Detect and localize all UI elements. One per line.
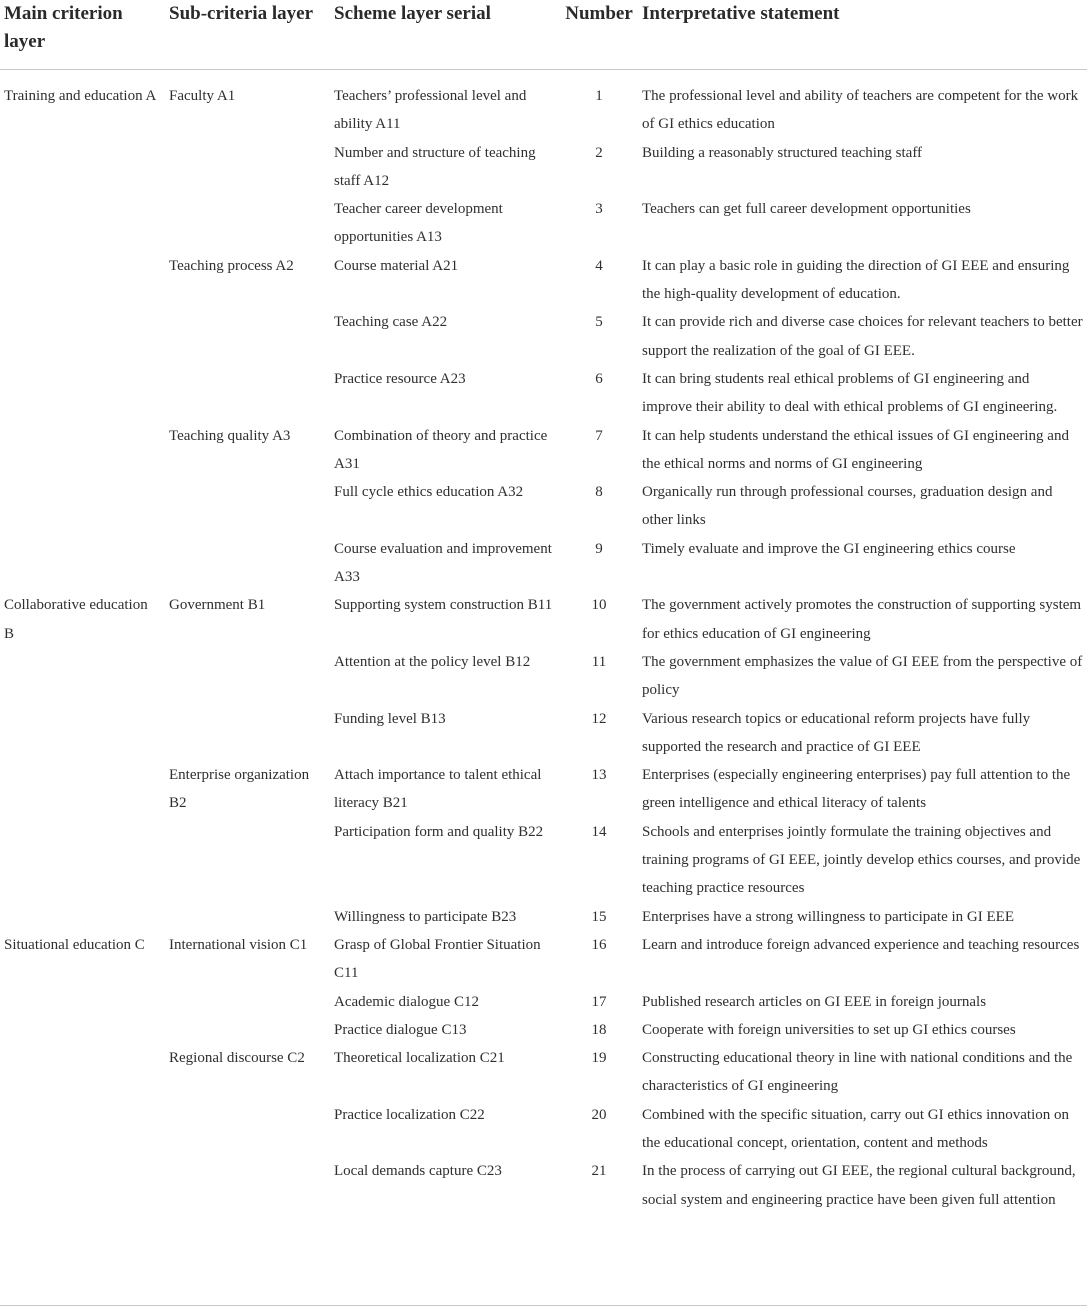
table-row <box>0 308 1087 365</box>
cell-main-criterion <box>0 139 165 196</box>
cell-statement: Learn and introduce foreign advanced experience and teaching resources <box>642 936 1080 953</box>
table-row <box>0 70 1087 139</box>
cell-sub-criteria: International vision C1 <box>169 936 308 953</box>
cell-statement: The government emphasizes the value of GI EEE from the perspective of policy <box>642 653 1083 699</box>
cell-sub-criteria: Teaching quality A3 <box>169 427 291 444</box>
table-row <box>0 818 1087 903</box>
table-row <box>0 422 1087 479</box>
cell-statement: Enterprises (especially engineering enterprises) pay full attention to the green intelligence and ethical literacy of talents <box>642 767 1071 812</box>
table-row <box>0 1016 1087 1044</box>
cell-number: 18 <box>591 1021 607 1038</box>
cell-scheme-serial: Practice dialogue C13 <box>334 1021 467 1038</box>
cell-scheme-serial: Course material A21 <box>334 257 459 274</box>
table-row <box>0 195 1087 252</box>
table-row <box>0 988 1087 1016</box>
cell-main-criterion <box>0 1016 165 1044</box>
cell-statement: Building a reasonably structured teaching staff <box>642 144 923 161</box>
cell-statement: Timely evaluate and improve the GI engineering ethics course <box>642 540 1016 557</box>
cell-number: 21 <box>591 1163 607 1180</box>
cell-number: 16 <box>591 936 607 953</box>
cell-main-criterion <box>0 903 165 931</box>
header-statement: Interpretative statement <box>638 0 1087 70</box>
cell-sub-criteria: Government B1 <box>169 597 266 614</box>
cell-statement: Combined with the specific situation, carry out GI ethics innovation on the educational concept, orientation, content and methods <box>642 1106 1069 1151</box>
table-row <box>0 591 1087 648</box>
cell-scheme-serial: Combination of theory and practice A31 <box>334 427 548 472</box>
cell-number: 15 <box>591 908 607 925</box>
table-row <box>0 535 1087 592</box>
cell-number: 7 <box>595 427 603 444</box>
table-row <box>0 139 1087 196</box>
cell-main-criterion <box>0 195 165 252</box>
cell-main-criterion <box>0 818 165 903</box>
cell-main-criterion <box>0 478 165 535</box>
table-row <box>0 1157 1087 1224</box>
cell-scheme-serial: Full cycle ethics education A32 <box>334 484 524 501</box>
cell-sub-criteria <box>165 818 330 903</box>
cell-main-criterion <box>0 705 165 762</box>
cell-statement: It can provide rich and diverse case choices for relevant teachers to better support the realization of the goal of GI EEE. <box>642 314 1083 359</box>
cell-sub-criteria: Faculty A1 <box>169 88 236 104</box>
header-scheme-serial: Scheme layer serial <box>330 0 560 70</box>
cell-scheme-serial: Teachers’ professional level and ability A11 <box>334 88 527 133</box>
table-row <box>0 252 1087 309</box>
cell-main-criterion <box>0 252 165 309</box>
table-row <box>0 1044 1087 1101</box>
cell-scheme-serial: Willingness to participate B23 <box>334 908 517 925</box>
cell-number: 12 <box>591 710 607 727</box>
cell-number: 2 <box>595 144 603 161</box>
cell-main-criterion: Collaborative education B <box>4 597 148 642</box>
cell-scheme-serial: Attach importance to talent ethical literacy B21 <box>334 767 542 812</box>
cell-statement: Various research topics or educational reform projects have fully supported the research and practice of GI EEE <box>642 710 1031 755</box>
cell-sub-criteria <box>165 139 330 196</box>
cell-scheme-serial: Course evaluation and improvement A33 <box>334 540 552 586</box>
cell-main-criterion <box>0 761 165 818</box>
cell-number: 4 <box>595 257 603 274</box>
cell-main-criterion: Situational education C <box>4 936 145 953</box>
cell-scheme-serial: Practice localization C22 <box>334 1106 485 1123</box>
cell-number: 1 <box>595 88 603 104</box>
cell-statement: The professional level and ability of teachers are competent for the work of GI ethics education <box>642 88 1079 133</box>
cell-statement: Organically run through professional courses, graduation design and other links <box>642 484 1053 529</box>
table-body <box>0 70 1087 1224</box>
cell-statement: It can help students understand the ethical issues of GI engineering and the ethical norms and norms of GI engineering <box>642 427 1069 472</box>
cell-scheme-serial: Participation form and quality B22 <box>334 823 544 840</box>
cell-statement: Teachers can get full career development opportunities <box>642 201 971 218</box>
header-sub-criteria: Sub-criteria layer <box>165 0 330 70</box>
table-row <box>0 761 1087 818</box>
cell-statement: It can play a basic role in guiding the direction of GI EEE and ensuring the high-quality development of education. <box>642 257 1070 303</box>
header-row <box>0 0 1087 70</box>
cell-sub-criteria: Teaching process A2 <box>169 257 294 274</box>
cell-sub-criteria <box>165 1101 330 1158</box>
cell-scheme-serial: Funding level B13 <box>334 710 446 727</box>
table-row <box>0 478 1087 535</box>
cell-scheme-serial: Teacher career development opportunities A13 <box>334 201 503 246</box>
table-header <box>0 0 1087 70</box>
table-row <box>0 1101 1087 1158</box>
table-row <box>0 648 1087 705</box>
cell-scheme-serial: Academic dialogue C12 <box>334 993 479 1010</box>
cell-scheme-serial: Theoretical localization C21 <box>334 1050 505 1067</box>
header-number: Number <box>560 0 638 70</box>
cell-main-criterion <box>0 365 165 422</box>
cell-scheme-serial: Teaching case A22 <box>334 314 448 331</box>
cell-scheme-serial: Number and structure of teaching staff A12 <box>334 144 536 189</box>
table-row <box>0 903 1087 931</box>
cell-number: 19 <box>591 1050 607 1067</box>
header-main-criterion: Main criterion layer <box>0 0 165 70</box>
cell-scheme-serial: Grasp of Global Frontier Situation C11 <box>334 936 541 982</box>
cell-sub-criteria <box>165 195 330 252</box>
cell-scheme-serial: Local demands capture C23 <box>334 1163 502 1180</box>
cell-statement: Cooperate with foreign universities to set up GI ethics courses <box>642 1021 1016 1038</box>
cell-number: 9 <box>595 540 603 557</box>
cell-statement: The government actively promotes the construction of supporting system for ethics education of GI engineering <box>642 597 1082 642</box>
cell-number: 6 <box>595 370 603 387</box>
cell-number: 10 <box>591 597 607 614</box>
cell-sub-criteria <box>165 535 330 592</box>
cell-statement: Constructing educational theory in line with national conditions and the characteristics of GI engineering <box>642 1050 1073 1095</box>
cell-scheme-serial: Attention at the policy level B12 <box>334 653 531 670</box>
cell-statement: Schools and enterprises jointly formulate the training objectives and training programs of GI EEE, jointly develop ethics courses, and provide teaching practice resources <box>642 823 1081 897</box>
cell-statement: In the process of carrying out GI EEE, the regional cultural background, social system and engineering practice have been given full attention <box>642 1163 1076 1208</box>
cell-sub-criteria: Regional discourse C2 <box>169 1050 305 1067</box>
cell-sub-criteria: Enterprise organization B2 <box>169 767 310 812</box>
cell-number: 3 <box>595 201 603 218</box>
table-row <box>0 365 1087 422</box>
table-row <box>0 931 1087 988</box>
table-bottom-rule <box>0 1305 1087 1306</box>
cell-sub-criteria <box>165 988 330 1016</box>
cell-number: 8 <box>595 484 603 501</box>
cell-number: 14 <box>591 823 607 840</box>
cell-main-criterion: Training and education A <box>4 88 157 104</box>
cell-sub-criteria <box>165 478 330 535</box>
cell-main-criterion <box>0 1157 165 1224</box>
cell-sub-criteria <box>165 648 330 705</box>
cell-sub-criteria <box>165 308 330 365</box>
cell-number: 13 <box>591 767 607 784</box>
cell-scheme-serial: Supporting system construction B11 <box>334 597 553 614</box>
cell-sub-criteria <box>165 365 330 422</box>
cell-main-criterion <box>0 648 165 705</box>
cell-number: 11 <box>591 653 607 670</box>
cell-sub-criteria <box>165 705 330 762</box>
cell-main-criterion <box>0 1044 165 1101</box>
cell-statement: Enterprises have a strong willingness to participate in GI EEE <box>642 908 1014 925</box>
cell-main-criterion <box>0 308 165 365</box>
cell-statement: It can bring students real ethical problems of GI engineering and improve their ability to deal with ethical problems of GI engineering. <box>642 370 1058 416</box>
cell-number: 20 <box>591 1106 607 1123</box>
cell-sub-criteria <box>165 1016 330 1044</box>
cell-main-criterion <box>0 422 165 479</box>
cell-main-criterion <box>0 988 165 1016</box>
cell-number: 5 <box>595 314 603 331</box>
cell-main-criterion <box>0 535 165 592</box>
cell-statement: Published research articles on GI EEE in foreign journals <box>642 993 987 1010</box>
cell-number: 17 <box>591 993 607 1010</box>
cell-scheme-serial: Practice resource A23 <box>334 370 466 387</box>
cell-sub-criteria <box>165 1157 330 1224</box>
cell-main-criterion <box>0 1101 165 1158</box>
cell-sub-criteria <box>165 903 330 931</box>
table-row <box>0 705 1087 762</box>
